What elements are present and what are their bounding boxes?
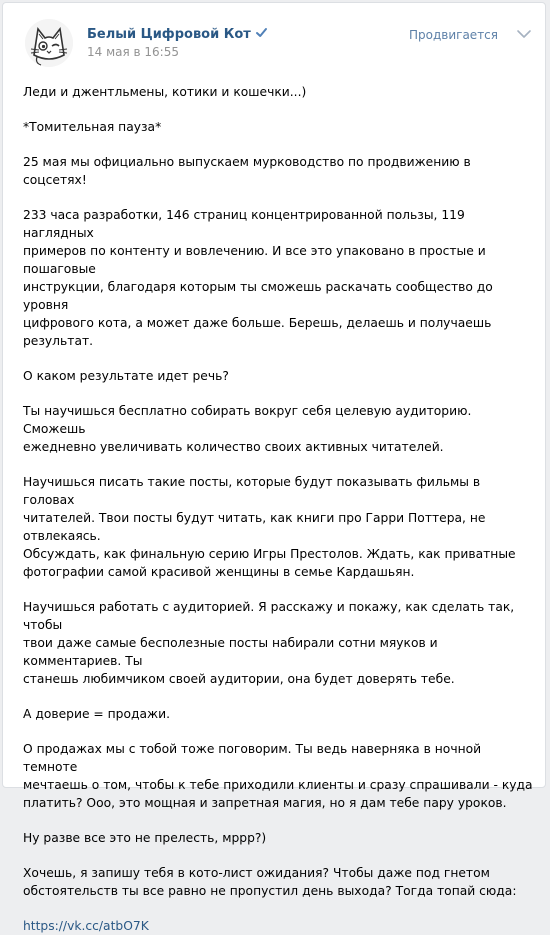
post-paragraph: Научишься работать с аудиторией. Я расскажу и покажу, как сделать так, чтобы твои даже самые бесполезные посты набирали сотни мяуков и комментариев. Ты станешь любимчиком своей аудитории, она будет доверять тебе. [23,600,515,686]
post-author-name[interactable]: Белый Цифровой Кот [87,27,251,42]
post-paragraph: О каком результате идет речь? [23,369,229,383]
post-paragraph: О продажах мы с тобой тоже поговорим. Ты ведь наверняка в ночной темноте мечтаешь о том, чтобы к тебе приходили клиенты и сразу спрашивали - куда платить? Ооо, это мощная и запретная магия, но я дам тебе пару уроков. [23,742,533,810]
post-paragraph: Научишься писать такие посты, которые будут показывать фильмы в головах читателей. Твои посты будут читать, как книги про Гарри Поттера, не отвлекаясь. Обсуждать, как финальную серию Игры Престолов. Ждать, как приватные фотографии самой красивой женщины в семье Кардашьян. [23,475,516,579]
post-paragraph: А доверие = продажи. [23,707,171,721]
post-author[interactable] [87,26,268,42]
post-text [23,83,533,935]
post-paragraph: *Томительная пауза* [23,120,162,134]
verified-checkmark-icon [255,26,268,39]
cat-logo-avatar[interactable] [25,19,73,67]
post-paragraph: Хочешь, я запишу тебя в кото-лист ожидания? Чтобы даже под гнетом обстоятельств ты все равно не пропустил день выхода? Тогда топай сюда: [23,866,517,898]
post-date[interactable]: 14 мая в 16:55 [87,45,179,59]
post-paragraph: 25 мая мы официально выпускаем мурководство по продвижению в соцсетях! [23,155,471,187]
post-paragraph: 233 часа разработки, 146 страниц концентрированной пользы, 119 наглядных примеров по контенту и вовлечению. И все это упаковано в простые и пошаговые инструкции, благодаря которым ты сможешь раскачать сообщество до уровня цифрового кота, а может даже больше. Берешь, делаешь и получаешь результат. [23,208,493,348]
wall-post [2,2,546,933]
post-header [3,3,545,73]
post-link[interactable]: https://vk.cc/atbO7K [23,919,149,933]
promoted-label: Продвигается [409,28,498,42]
post-paragraph: Ты научишься бесплатно собирать вокруг себя целевую аудиторию. Сможешь ежедневно увеличивать количество своих активных читателей. [23,404,472,454]
post-paragraph: Ну разве все это не прелесть, мррр?) [23,831,267,845]
post-paragraph: Леди и джентльмены, котики и кошечки...) [23,85,307,99]
chevron-down-icon[interactable] [516,27,532,41]
